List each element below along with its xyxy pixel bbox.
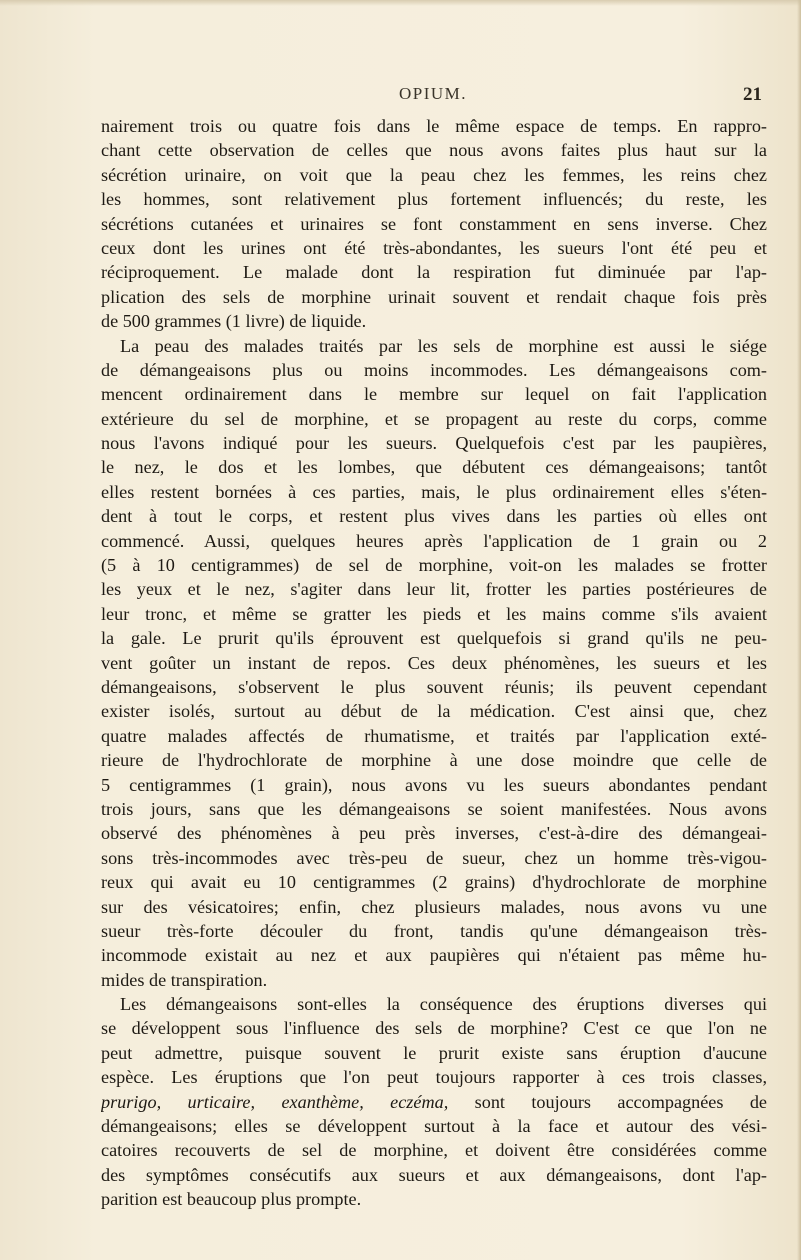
text-line: sueur très-forte découler du front, tandis qu'une démangeaison très- [101, 920, 767, 941]
text-line: Les démangeaisons sont-elles la conséquence des éruptions diverses qui [120, 994, 767, 1015]
text-segment: sont toujours accompagnées de [448, 1091, 767, 1112]
text-line: de démangeaisons plus ou moins incommodes. Les démangeaisons com- [101, 359, 767, 380]
text-line: exister isolés, surtout au début de la médication. C'est ainsi que, chez [101, 701, 767, 722]
text-line: incommode existait au nez et aux paupières qui n'étaient pas même hu- [101, 945, 767, 966]
text-line: quatre malades affectés de rhumatisme, et traités par l'application exté- [101, 725, 767, 746]
text-line: reux qui avait eu 10 centigrammes (2 grains) d'hydrochlorate de morphine [101, 872, 767, 893]
text-line: commencé. Aussi, quelques heures après l'application de 1 grain ou 2 [101, 530, 767, 551]
text-line: de 500 grammes (1 livre) de liquide. [101, 311, 367, 332]
text-line: sécrétion urinaire, on voit que la peau chez les femmes, les reins chez [101, 164, 767, 185]
page-top-edge [0, 0, 801, 6]
page-number: 21 [743, 84, 762, 105]
running-title: OPIUM. [398, 84, 468, 103]
text-line: se développent sous l'influence des sels de morphine? C'est ce que l'on ne [101, 1018, 767, 1039]
text-line: démangeaisons; elles se développent surtout à la face et autour des vési- [101, 1116, 767, 1137]
text-line: espèce. Les éruptions que l'on peut toujours rapporter à ces trois classes, [101, 1067, 767, 1088]
text-line [101, 1090, 767, 1114]
text-line: des symptômes consécutifs aux sueurs et aux démangeaisons, dont l'ap- [101, 1164, 767, 1185]
text-line: La peau des malades traités par les sels de morphine est aussi le siége [120, 335, 767, 356]
text-line: observé des phénomènes à peu près inverses, c'est-à-dire des démangeai- [101, 823, 767, 844]
text-line: plication des sels de morphine urinait souvent et rendait chaque fois près [101, 286, 767, 307]
text-line: mides de transpiration. [101, 969, 268, 990]
text-line: dent à tout le corps, et restent plus vives dans les parties où elles ont [101, 506, 767, 527]
text-line: sécrétions cutanées et urinaires se font constamment en sens inverse. Chez [101, 213, 767, 234]
text-line: démangeaisons, s'observent le plus souvent réunis; ils peuvent cependant [101, 676, 767, 697]
page-right-edge [797, 0, 801, 1260]
page-header [100, 84, 766, 106]
text-line: réciproquement. Le malade dont la respiration fut diminuée par l'ap- [101, 262, 767, 283]
text-line: sur des vésicatoires; enfin, chez plusieurs malades, nous avons vu une [101, 896, 767, 917]
text-line: rieure de l'hydrochlorate de morphine à une dose moindre que celle de [101, 750, 767, 771]
text-line: les hommes, sont relativement plus fortement influencés; du reste, les [101, 189, 767, 210]
text-line: vent goûter un instant de repos. Ces deux phénomènes, les sueurs et les [101, 652, 767, 673]
text-line: la gale. Le prurit qu'ils éprouvent est quelquefois si grand qu'ils ne peu- [101, 628, 767, 649]
text-line: nairement trois ou quatre fois dans le même espace de temps. En rappro- [101, 116, 767, 136]
text-line: chant cette observation de celles que nous avons faites plus haut sur la [101, 140, 767, 161]
text-line: sons très-incommodes avec très-peu de sueur, chez un homme très-vigou- [101, 847, 767, 868]
text-line: parition est beaucoup plus prompte. [101, 1189, 362, 1210]
body-text [101, 114, 767, 1212]
text-line: (5 à 10 centigrammes) de sel de morphine, voit-on les malades se frotter [101, 555, 767, 576]
italic-terms: prurigo, urticaire, exanthème, eczéma, [101, 1091, 449, 1112]
text-line: mencent ordinairement dans le membre sur lequel on fait l'application [101, 384, 767, 405]
text-line: extérieure du sel de morphine, et se propagent au reste du corps, comme [101, 408, 767, 429]
text-line: 5 centigrammes (1 grain), nous avons vu les sueurs abondantes pendant [101, 774, 767, 795]
text-line: nous l'avons indiqué pour les sueurs. Quelquefois c'est par les paupières, [101, 433, 767, 454]
text-line: catoires recouverts de sel de morphine, et doivent être considérées comme [101, 1140, 767, 1161]
text-line: trois jours, sans que les démangeaisons se soient manifestées. Nous avons [101, 798, 767, 819]
text-line: les yeux et le nez, s'agiter dans leur lit, frotter les parties postérieures de [101, 579, 767, 600]
text-line: leur tronc, et même se gratter les pieds et les mains comme s'ils avaient [101, 603, 767, 624]
text-line: elles restent bornées à ces parties, mais, le plus ordinairement elles s'éten- [101, 481, 767, 502]
text-line: le nez, le dos et les lombes, que débutent ces démangeaisons; tantôt [101, 457, 767, 478]
text-line: ceux dont les urines ont été très-abondantes, les sueurs l'ont été peu et [101, 237, 767, 258]
text-line: peut admettre, puisque souvent le prurit existe sans éruption d'aucune [101, 1042, 767, 1063]
